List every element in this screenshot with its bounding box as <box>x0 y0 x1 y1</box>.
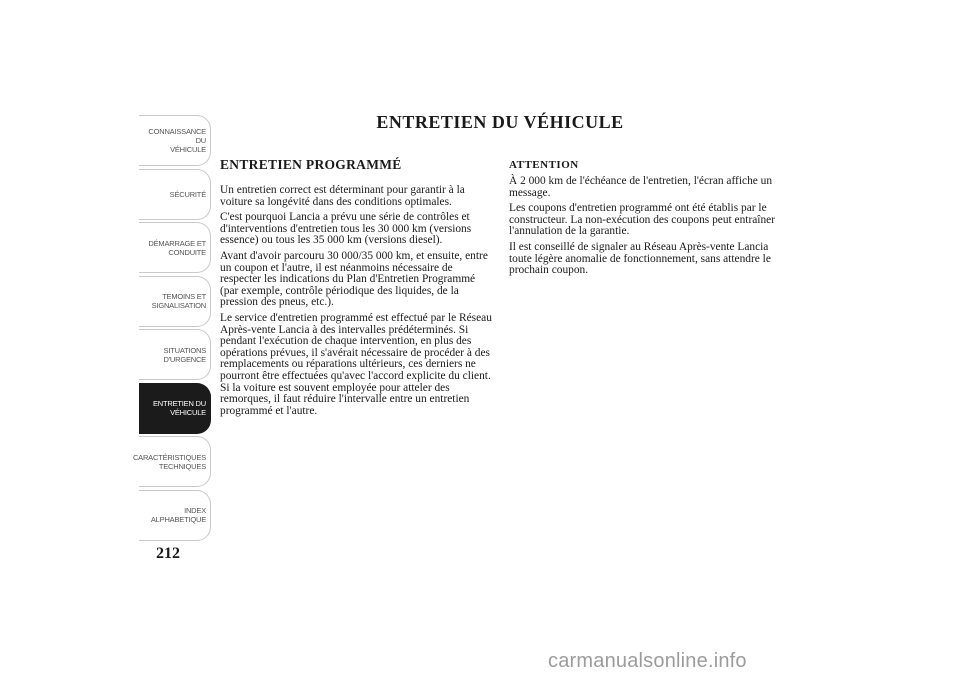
sidebar-tab-label: TEMOINS ET SIGNALISATION <box>151 292 206 310</box>
sidebar-tab-entretien[interactable] <box>139 383 211 434</box>
sidebar-tab-securite[interactable] <box>139 169 211 220</box>
sidebar-tab-connaissance[interactable] <box>139 115 211 166</box>
body-paragraph: À 2 000 km de l'échéance de l'entretien, l'écran affiche un message. <box>509 175 773 199</box>
sidebar-tab-label: ENTRETIEN DU VÉHICULE <box>152 399 206 417</box>
sidebar-tab-label: INDEX ALPHABETIQUE <box>150 506 206 524</box>
sidebar-tab-demarrage[interactable] <box>139 222 211 273</box>
page-number: 212 <box>156 545 180 562</box>
body-paragraph: Le service d'entretien programmé est effectué par le Réseau Après-vente Lancia à des intervalles prédéterminés. Si pendant l'exécution de chaque intervention, en plus des opérations prévues, il s'avérait nécessaire de procéder à des remplacements ou réparations ultérieurs, ces derniers ne pourront être effectuées qu'avec l'accord explicite du client. Si la voiture est souvent employée pour atteler des remorques, il faut réduire l'intervalle entre un entretien programmé et l'autre. <box>220 311 492 417</box>
left-column <box>220 157 492 421</box>
sidebar-tab-index[interactable] <box>139 490 211 541</box>
sidebar-tab-label: SÉCURITÉ <box>169 189 206 199</box>
body-paragraph: Il est conseillé de signaler au Réseau Après-vente Lancia toute légère anomalie de fonctionnement, sans attendre le prochain coupon. <box>509 240 771 277</box>
body-paragraph: C'est pourquoi Lancia a prévu une série de contrôles et d'interventions d'entretien tous les 30 000 km (versions essence) ou tous les 35 000 km (versions diesel). <box>220 211 472 247</box>
chapter-sidebar <box>132 115 211 543</box>
page-title: ENTRETIEN DU VÉHICULE <box>376 112 624 132</box>
attention-heading: ATTENTION <box>509 159 579 171</box>
body-paragraph: Avant d'avoir parcouru 30 000/35 000 km, et ensuite, entre un coupon et l'autre, il est néanmoins nécessaire de respecter les indications du Plan d'Entretien Programmé (par exemple, contrôle périodique des liquides, de la pression des pneus, etc.). <box>220 249 488 309</box>
section-heading: ENTRETIEN PROGRAMMÉ <box>220 157 402 172</box>
watermark: carmanualsonline.info <box>548 650 747 672</box>
sidebar-tab-caracteristiques[interactable] <box>132 436 211 487</box>
sidebar-tab-label: DÉMARRAGE ET CONDUITE <box>148 238 206 257</box>
sidebar-tab-label: SITUATIONS D'URGENCE <box>163 345 206 364</box>
body-paragraph: Un entretien correct est déterminant pour garantir à la voiture sa longévité dans des conditions optimales. <box>220 184 465 208</box>
sidebar-tab-label: CONNAISSANCE DU VÉHICULE <box>148 127 206 154</box>
body-paragraph: Les coupons d'entretien programmé ont été établis par le constructeur. La non-exécution des coupons peut entraîner l'annulation de la garantie. <box>509 202 776 238</box>
sidebar-tab-situations[interactable] <box>139 329 211 380</box>
sidebar-tab-temoins[interactable] <box>139 276 211 327</box>
sidebar-tab-label: CARACTÉRISTIQUES TECHNIQUES <box>132 452 206 471</box>
right-column <box>509 157 784 281</box>
